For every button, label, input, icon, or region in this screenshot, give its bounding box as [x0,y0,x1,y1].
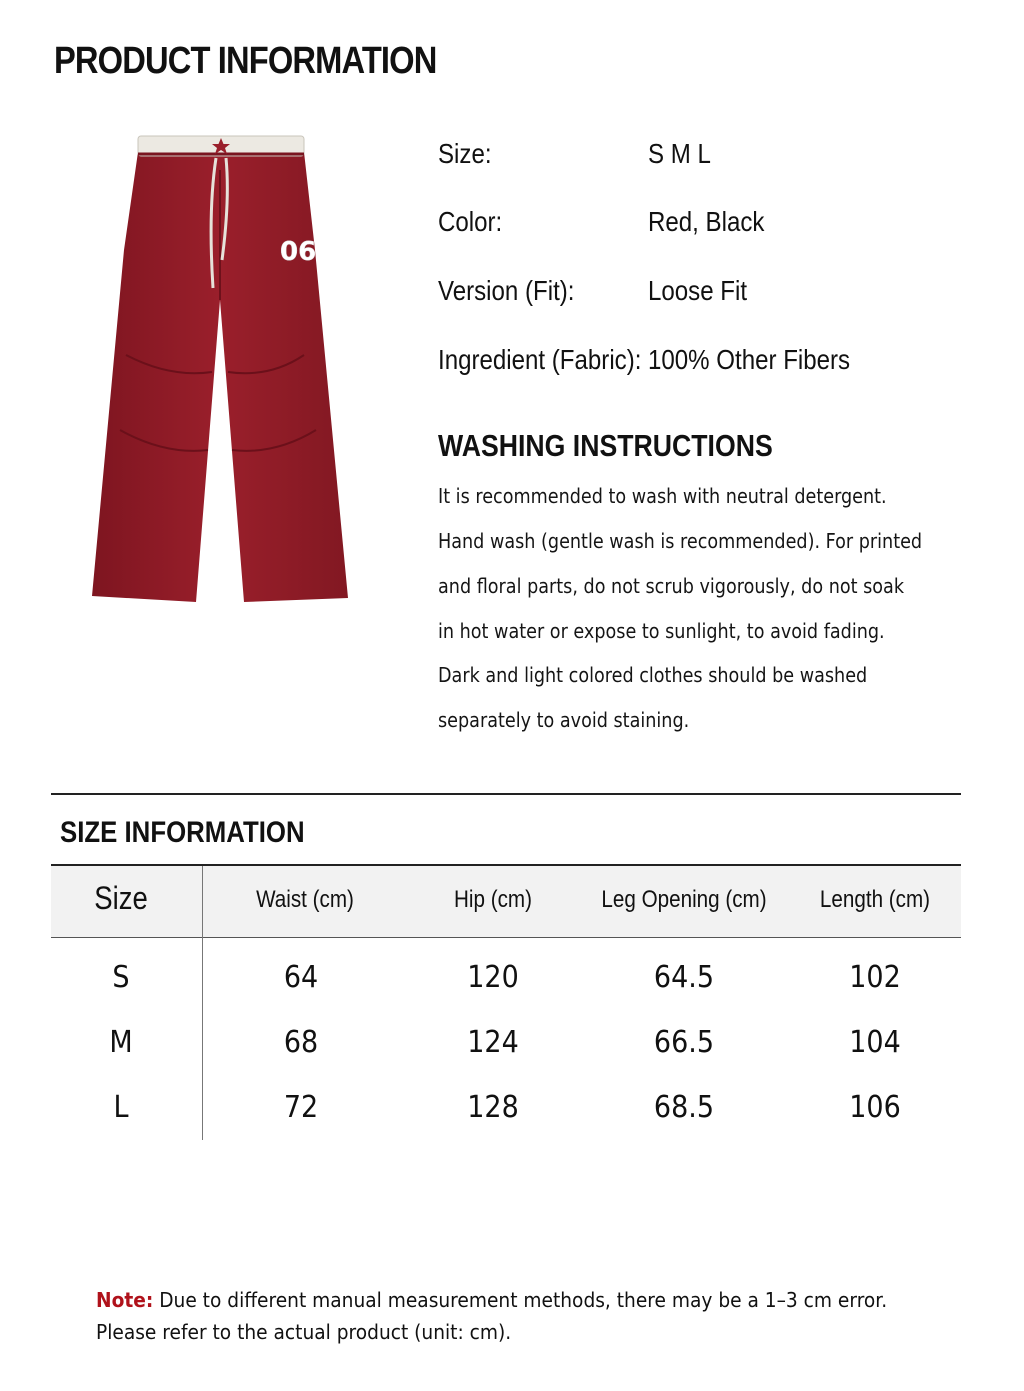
table-column-divider [202,866,203,1140]
note-line-2: Please refer to the actual product (unit: cm). [96,1320,512,1344]
spec-value-fit: Loose Fit [648,275,748,306]
product-image [80,130,360,610]
table-cell-waist: 68 [283,1025,319,1060]
table-cell-length: 104 [849,1025,901,1060]
table-cell-hip: 128 [467,1090,519,1125]
table-cell-leg-opening: 66.5 [653,1025,715,1060]
washing-line: separately to avoid staining. [438,708,690,732]
table-header-hip: Hip (cm) [454,886,532,913]
spec-label-fit: Version (Fit): [438,275,575,306]
note-line-1 [96,1288,887,1312]
table-cell-leg-opening: 68.5 [653,1090,715,1125]
spec-label-color: Color: [438,206,503,237]
washing-title: WASHING INSTRUCTIONS [438,428,773,463]
washing-line: and floral parts, do not scrub vigorously, do not soak [438,574,905,598]
washing-line: Dark and light colored clothes should be washed [438,663,868,687]
table-cell-length: 106 [849,1090,901,1125]
table-cell-waist: 64 [283,960,319,995]
table-header-length: Length (cm) [819,886,931,913]
table-header-leg-opening: Leg Opening (cm) [601,886,767,913]
table-header-rule [51,937,961,938]
washing-line: It is recommended to wash with neutral detergent. [438,484,887,508]
number-badge: 06 [280,237,317,267]
table-cell-waist: 72 [283,1090,319,1125]
spec-value-size: S M L [648,138,711,169]
note-label: Note: [96,1288,154,1312]
spec-label-fabric: Ingredient (Fabric): [438,344,642,375]
table-cell-hip: 124 [467,1025,519,1060]
table-cell-hip: 120 [467,960,519,995]
table-cell-length: 102 [849,960,901,995]
table-header-waist: Waist (cm) [256,886,354,913]
washing-line: Hand wash (gentle wash is recommended). For printed [438,529,923,553]
washing-line: in hot water or expose to sunlight, to avoid fading. [438,619,885,643]
spec-value-fabric: 100% Other Fibers [648,344,851,375]
table-cell-size: L [113,1090,129,1125]
table-cell-size: M [109,1025,133,1060]
size-info-title: SIZE INFORMATION [60,816,305,849]
table-cell-leg-opening: 64.5 [653,960,715,995]
section-divider [51,793,961,795]
table-header-size: Size [94,880,148,916]
spec-label-size: Size: [438,138,492,169]
page-title: PRODUCT INFORMATION [54,40,437,82]
spec-value-color: Red, Black [648,206,765,237]
note-text: Due to different manual measurement methods, there may be a 1–3 cm error. [153,1288,888,1312]
table-cell-size: S [112,960,130,995]
